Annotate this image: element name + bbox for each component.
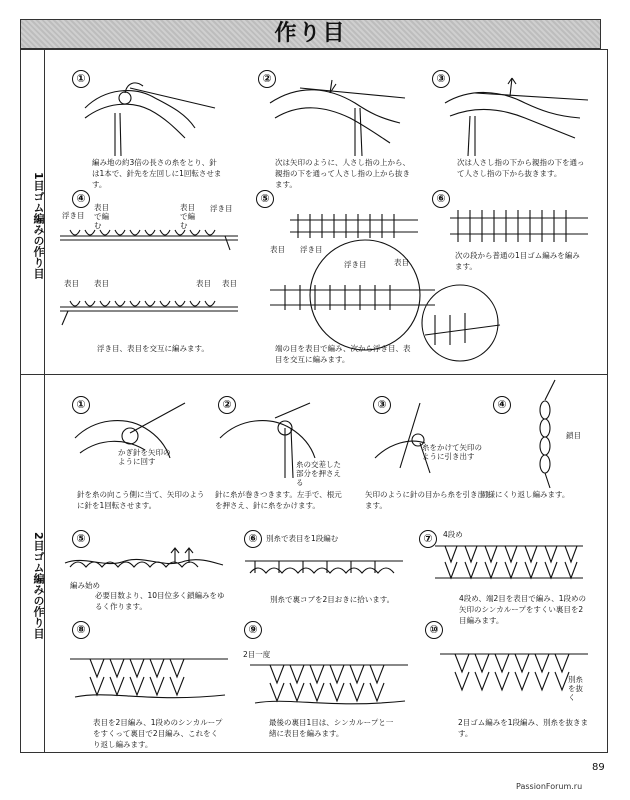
step-caption: 必要目数より、10目位多く鎖編みをゆるく作ります。	[95, 591, 225, 611]
stitch-label: 浮き目	[62, 211, 85, 220]
step-number: ⑥	[244, 530, 262, 548]
stitch-label: 表目	[270, 245, 285, 254]
illustration-note: 2目一度	[243, 650, 271, 659]
stitch-label: 表目で編む	[94, 203, 109, 230]
step-caption: 次は人さし指の下から親指の下を通って人さし指の下から抜きます。	[457, 158, 585, 178]
step-caption: 端の目を表目で編み、次から浮き目、表目を交互に編みます。	[275, 344, 411, 364]
knit-fabric-illustration	[435, 540, 585, 585]
hand-illustration	[260, 68, 410, 158]
stitch-row-illustration	[450, 206, 590, 246]
illustration-note: 糸をかけて矢印のように引き出す	[422, 443, 482, 461]
illustration-note: 編み始め	[70, 581, 100, 590]
knit-fabric-illustration	[250, 655, 410, 710]
illustration-note: 4段め	[443, 530, 463, 539]
step-number: ⑤	[72, 530, 90, 548]
stitch-label: 表目	[196, 279, 211, 288]
step-number: ①	[72, 396, 90, 414]
step-number: ⑦	[419, 530, 437, 548]
stitch-label: 浮き目	[300, 245, 323, 254]
section2-label: 2目ゴム編みの作り目	[32, 531, 45, 639]
step-caption: 矢印のように針の目から糸を引き出します。	[365, 490, 493, 510]
step-number: ③	[432, 70, 450, 88]
step-number: ②	[258, 70, 276, 88]
step-number: ②	[218, 396, 236, 414]
chain-illustration	[525, 380, 565, 490]
magnified-circle-illustration	[415, 285, 505, 365]
stitch-label: 表目で編む	[180, 203, 195, 230]
step-caption: 2目ゴム編みを1段編み、別糸を抜きます。	[458, 718, 588, 738]
step-caption: 編み地の約3倍の長さの糸をとり、針は1本で、針先を左回しに1回転させます。	[92, 158, 222, 189]
step-number: ④	[493, 396, 511, 414]
illustration-note: 別糸を抜く	[568, 675, 583, 702]
step-caption: 次は矢印のように、人さし指の上から、親指の下を通って人さし指の上から抜きます。	[275, 158, 410, 189]
stitch-row-illustration	[290, 210, 420, 240]
page-number: 89	[592, 762, 605, 773]
illustration-note: 糸の交差した部分を押さえる	[296, 460, 341, 487]
step-caption: 4段め、端2目を表目で編み、1段めの矢印のシンカループをすくい裏目を2目編みます。	[459, 594, 586, 625]
chain-row-illustration	[65, 545, 225, 575]
stitch-label: 浮き目	[210, 204, 233, 213]
step-number: ⑨	[244, 621, 262, 639]
stitch-row-illustration	[60, 222, 240, 252]
knit-fabric-illustration	[70, 645, 230, 705]
step-number: ⑧	[72, 621, 90, 639]
stitch-label: 表目	[64, 279, 79, 288]
step-caption: 浮き目、表目を交互に編みます。	[97, 344, 209, 353]
section1-label: 1目ゴム編みの作り目	[32, 171, 45, 279]
step-caption: 針に糸が巻きつきます。左手で、根元を押さえ、針に糸をかけます。	[215, 490, 342, 510]
stitch-label: 浮き目	[344, 260, 367, 269]
step-number: ⑤	[256, 190, 274, 208]
step-caption: 次の段から普通の1目ゴム編みを編みます。	[455, 251, 580, 271]
step-number: ③	[373, 396, 391, 414]
stitch-row-illustration	[245, 553, 405, 583]
step-number: ①	[72, 70, 90, 88]
page-title: 作り目	[274, 21, 347, 46]
step-caption: 針を糸の向こう側に当て、矢印のように針を1回転させます。	[77, 490, 205, 510]
step-number: ⑩	[425, 621, 443, 639]
stitch-label: 表目	[94, 279, 109, 288]
stitch-label: 表目	[394, 258, 409, 267]
step-caption: 最後の裏目1目は、シンカループと一緒に表目を編みます。	[269, 718, 394, 738]
step-caption: 表目を2目編み、1段めのシンカループをすくって裏目で2目編み、これをくり返し編みます。	[93, 718, 223, 749]
label-column-divider	[44, 49, 45, 752]
step-number: ⑥	[432, 190, 450, 208]
step-caption: 別糸で裏コブを2目おきに拾います。	[270, 595, 395, 604]
stitch-label: 表目	[222, 279, 237, 288]
illustration-note: かぎ針を矢印のように回す	[118, 448, 171, 466]
hand-illustration	[75, 68, 225, 158]
watermark-text: PassionForum.ru	[516, 782, 583, 791]
illustration-note: 別糸で表目を1段編む	[266, 534, 339, 543]
illustration-note: 鎖目	[566, 431, 581, 440]
section-divider	[20, 374, 607, 375]
step-number: ④	[72, 190, 90, 208]
hand-crochet-illustration	[70, 398, 190, 483]
step-caption: 同様にくり返し編みます。	[480, 490, 570, 499]
hand-crochet-illustration	[370, 398, 480, 483]
page-header	[20, 19, 601, 49]
hand-illustration	[440, 68, 590, 158]
stitch-row-illustration	[60, 295, 240, 325]
